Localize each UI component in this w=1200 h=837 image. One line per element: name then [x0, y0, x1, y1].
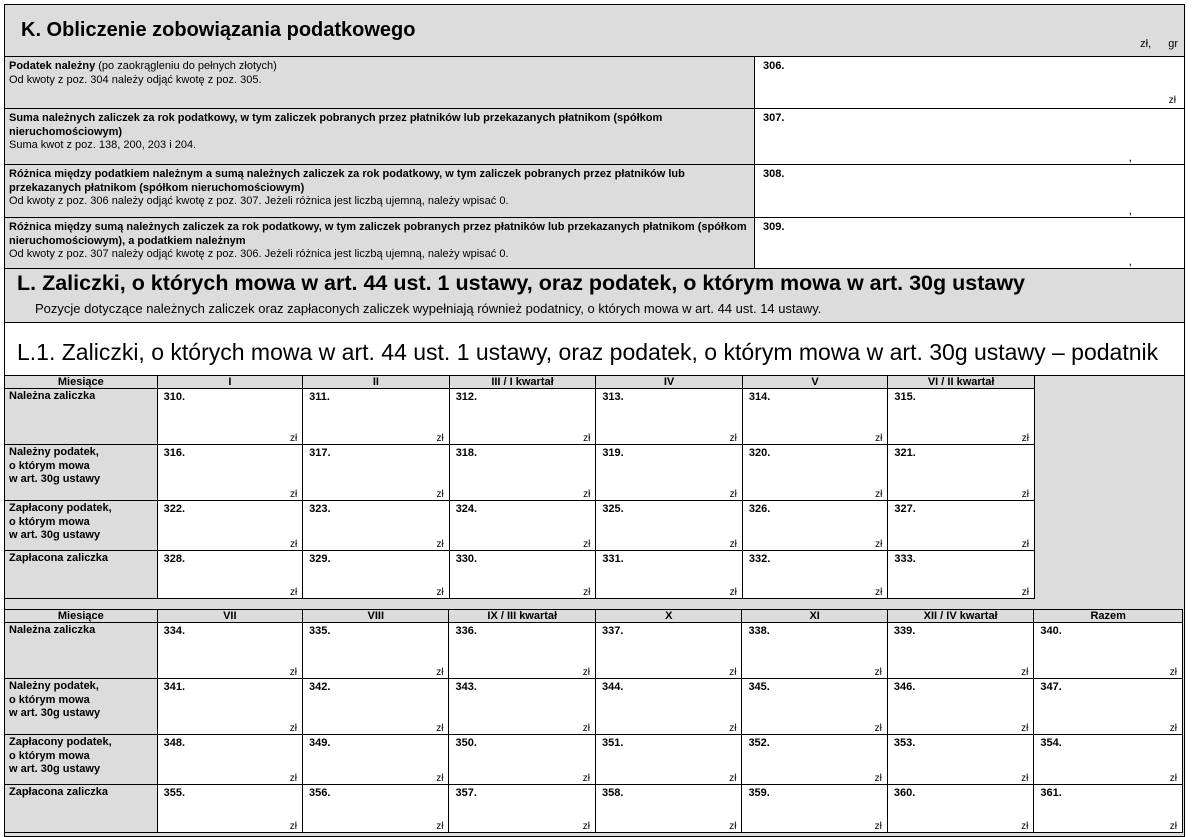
field-number: 349. — [309, 737, 331, 749]
currency-unit: zł — [729, 821, 737, 832]
field-number: 352. — [748, 737, 770, 749]
currency-unit: zł — [289, 539, 298, 550]
row-308-title: Różnica między podatkiem należnym a sumą należnych zaliczek za rok podatkowy, w tym zaliczek pobranych przez płatników lub przekazanych płatnikom (spółkom nieruchomościowym) — [9, 168, 685, 194]
currency-unit: zł — [582, 821, 591, 832]
field-307-number: 307. — [763, 112, 785, 124]
field-307-separator: , — [1128, 150, 1132, 164]
month-header: IV — [596, 376, 743, 389]
section-l-subtitle: Pozycje dotyczące należnych zaliczek oraz zapłaconych zaliczek wypełniają również podatnicy, o których mowa w art. 44 ust. 14 ustawy. — [35, 301, 822, 316]
amount-field[interactable] — [888, 389, 1035, 445]
field-number: 360. — [893, 787, 916, 799]
amount-field[interactable] — [742, 735, 887, 785]
row-309-description — [5, 218, 754, 268]
amount-field[interactable] — [449, 785, 596, 833]
currency-unit: zł — [289, 433, 298, 444]
amount-field[interactable] — [449, 551, 596, 599]
row-label-line: Zapłacony podatek, — [9, 502, 112, 514]
row-label — [5, 735, 158, 785]
currency-unit: zł — [1021, 433, 1029, 444]
amount-field[interactable] — [449, 735, 596, 785]
table-row — [5, 501, 1184, 551]
month-header: XII / IV kwartał — [887, 610, 1034, 623]
field-number: 321. — [894, 447, 916, 459]
amount-field[interactable] — [742, 623, 887, 679]
currency-unit: zł — [1021, 821, 1029, 832]
currency-unit: zł — [583, 433, 591, 444]
amount-field[interactable] — [449, 389, 596, 445]
month-header: Razem — [1034, 610, 1183, 623]
months-header: Miesiące — [5, 610, 158, 623]
field-309[interactable] — [754, 218, 1184, 268]
field-307[interactable] — [754, 109, 1184, 164]
field-number: 336. — [455, 625, 477, 637]
field-number: 325. — [602, 503, 624, 515]
field-number: 348. — [163, 737, 186, 749]
field-309-separator: , — [1128, 254, 1132, 268]
row-label — [5, 785, 158, 833]
currency-unit: zł — [729, 433, 737, 444]
amount-field[interactable] — [303, 785, 449, 833]
amount-field[interactable] — [596, 623, 742, 679]
currency-unit: zł — [436, 821, 444, 832]
amount-field[interactable] — [449, 623, 596, 679]
row-307-description — [5, 109, 754, 164]
field-number: 331. — [602, 553, 624, 565]
currency-unit: zł — [729, 723, 737, 734]
currency-unit: zł — [874, 723, 882, 734]
amount-field[interactable] — [887, 679, 1034, 735]
row-label-line: w art. 30g ustawy — [9, 763, 101, 775]
row-306-description — [5, 57, 754, 108]
amount-field[interactable] — [1034, 735, 1183, 785]
field-306[interactable] — [754, 57, 1184, 108]
amount-field[interactable] — [303, 623, 449, 679]
amount-field[interactable] — [157, 445, 303, 501]
field-number: 327. — [894, 503, 916, 515]
amount-field[interactable] — [157, 785, 302, 833]
currency-unit: zł — [729, 489, 737, 500]
amount-field[interactable] — [888, 501, 1035, 551]
month-header: I — [157, 376, 303, 389]
month-header: III / I kwartał — [449, 376, 596, 389]
amount-field[interactable] — [449, 445, 596, 501]
field-number: 333. — [894, 553, 916, 565]
field-number: 344. — [602, 681, 624, 693]
field-number: 342. — [309, 681, 331, 693]
currency-unit: zł — [583, 539, 591, 550]
row-307-title: Suma należnych zaliczek za rok podatkowy, w tym zaliczek pobranych przez płatników lub przekazanych płatnikom (spółkom nieruchomościowym) — [9, 112, 663, 138]
field-number: 334. — [163, 625, 186, 637]
currency-unit: zł — [1021, 489, 1029, 500]
month-header: IX / III kwartał — [449, 610, 596, 623]
field-number: 332. — [748, 553, 771, 565]
row-309-desc: Od kwoty z poz. 307 należy odjąć kwotę z poz. 306. Jeżeli różnica jest liczbą ujemną, należy wpisać 0. — [9, 248, 509, 260]
table-header-row — [5, 610, 1183, 623]
amount-field[interactable] — [157, 623, 302, 679]
currency-unit: zł — [729, 773, 737, 784]
currency-unit: zł — [1021, 773, 1029, 784]
field-number: 354. — [1040, 737, 1062, 749]
field-number: 357. — [455, 787, 477, 799]
field-number: 313. — [602, 391, 624, 403]
currency-unit: zł — [289, 587, 298, 598]
currency-unit: zł — [1169, 773, 1177, 784]
amount-field[interactable] — [1034, 623, 1183, 679]
amount-field[interactable] — [157, 551, 303, 599]
currency-unit: zł — [436, 587, 444, 598]
amount-field[interactable] — [742, 551, 888, 599]
currency-unit: zł — [289, 723, 298, 734]
amount-field[interactable] — [449, 501, 596, 551]
row-label-line: Należny podatek, — [9, 680, 99, 692]
currency-unit: zł — [1021, 539, 1029, 550]
month-header: VII — [157, 610, 302, 623]
field-number: 351. — [602, 737, 624, 749]
amount-field[interactable] — [303, 551, 450, 599]
field-number: 343. — [455, 681, 477, 693]
blank-cell — [1034, 445, 1183, 501]
section-l-title: L. Zaliczki, o których mowa w art. 44 ust. 1 ustawy, oraz podatek, o którym mowa w art. 30g ustawy — [17, 271, 1026, 295]
amount-field[interactable] — [596, 445, 743, 501]
row-306 — [5, 57, 1184, 109]
field-number: 319. — [602, 447, 624, 459]
amount-field[interactable] — [303, 389, 450, 445]
table-row — [5, 445, 1184, 501]
currency-unit: zł — [1021, 587, 1029, 598]
amount-field[interactable] — [303, 445, 450, 501]
blank-header — [1034, 376, 1183, 389]
currency-unit: zł — [874, 821, 882, 832]
field-number: 339. — [893, 625, 916, 637]
field-number: 346. — [893, 681, 916, 693]
amount-field[interactable] — [596, 785, 742, 833]
table-row — [5, 389, 1184, 445]
amount-field[interactable] — [596, 735, 742, 785]
amount-field[interactable] — [596, 501, 743, 551]
row-308 — [5, 165, 1184, 218]
currency-unit: zł — [729, 539, 737, 550]
field-number: 345. — [748, 681, 770, 693]
row-306-title: Podatek należny — [9, 60, 96, 72]
row-label-line: w art. 30g ustawy — [9, 529, 101, 541]
row-309-title: Różnica między sumą należnych zaliczek za rok podatkowy, w tym zaliczek pobranych przez płatników lub przekazanych płatnikom (spółkom nieruchomościowym), a podatkiem należnym — [9, 221, 747, 247]
amount-field[interactable] — [887, 785, 1034, 833]
field-number: 353. — [893, 737, 916, 749]
currency-unit: zł — [583, 489, 591, 500]
currency-unit: zł — [289, 667, 298, 678]
currency-unit: zł — [436, 773, 444, 784]
field-308-number: 308. — [763, 168, 785, 180]
row-306-note: (po zaokrągleniu do pełnych złotych) — [95, 60, 277, 72]
field-number: 326. — [748, 503, 771, 515]
amount-field[interactable] — [887, 735, 1034, 785]
amount-field[interactable] — [888, 445, 1035, 501]
blank-cell — [1034, 389, 1183, 445]
currency-unit: zł — [875, 539, 883, 550]
field-number: 355. — [163, 787, 186, 799]
amount-field[interactable] — [449, 679, 596, 735]
row-label-line: w art. 30g ustawy — [9, 707, 101, 719]
field-number: 341. — [163, 681, 186, 693]
field-number: 318. — [455, 447, 478, 459]
row-307-desc: Suma kwot z poz. 138, 200, 203 i 204. — [9, 139, 197, 151]
table-row — [5, 623, 1183, 679]
amount-field[interactable] — [157, 501, 303, 551]
field-number: 310. — [163, 391, 186, 403]
currency-unit: zł — [729, 667, 737, 678]
row-307 — [5, 109, 1184, 165]
row-label — [5, 623, 158, 679]
field-number: 317. — [309, 447, 331, 459]
amount-field[interactable] — [888, 551, 1035, 599]
month-header: XI — [742, 610, 887, 623]
row-label — [5, 445, 158, 501]
field-number: 337. — [602, 625, 624, 637]
field-number: 358. — [602, 787, 624, 799]
tax-form-page — [4, 4, 1185, 837]
amount-field[interactable] — [742, 389, 888, 445]
section-l1-title: L.1. Zaliczki, o których mowa w art. 44 ust. 1 ustawy, oraz podatek, o którym mowa w art. 30g ustawy – podatnik — [17, 339, 1159, 365]
table-row — [5, 679, 1183, 735]
currency-unit: zł — [436, 539, 444, 550]
field-number: 322. — [163, 503, 186, 515]
field-306-number: 306. — [763, 60, 785, 72]
row-308-desc: Od kwoty z poz. 306 należy odjąć kwotę z poz. 307. Jeżeli różnica jest liczbą ujemną, należy wpisać 0. — [9, 195, 509, 207]
currency-unit: zł — [875, 433, 883, 444]
amount-field[interactable] — [303, 501, 450, 551]
currency-unit: zł — [436, 723, 444, 734]
currency-unit: zł — [289, 489, 298, 500]
amount-field[interactable] — [596, 551, 743, 599]
currency-unit: zł — [1169, 723, 1177, 734]
row-label — [5, 501, 158, 551]
amount-field[interactable] — [596, 679, 742, 735]
field-number: 335. — [309, 625, 331, 637]
row-306-desc: Od kwoty z poz. 304 należy odjąć kwotę z poz. 305. — [9, 73, 262, 86]
amount-field[interactable] — [742, 679, 887, 735]
field-number: 315. — [894, 391, 916, 403]
currency-unit: zł — [582, 723, 591, 734]
row-309 — [5, 218, 1184, 269]
currency-unit: zł — [436, 489, 444, 500]
row-label-line: o którym mowa — [9, 693, 90, 706]
row-label-line: Zapłacona zaliczka — [9, 786, 109, 798]
row-label — [5, 551, 158, 599]
row-label-line: o którym mowa — [9, 749, 90, 762]
row-label — [5, 679, 158, 735]
amount-field[interactable] — [742, 445, 888, 501]
amount-field[interactable] — [157, 389, 303, 445]
field-number: 340. — [1040, 625, 1062, 637]
field-number: 338. — [748, 625, 770, 637]
section-k-units: zł, gr — [1140, 38, 1178, 50]
amount-field[interactable] — [303, 735, 449, 785]
amount-field[interactable] — [1034, 785, 1183, 833]
row-308-description — [5, 165, 754, 217]
currency-unit: zł — [1169, 667, 1177, 678]
currency-unit: zł — [874, 667, 882, 678]
field-306-unit: zł — [1168, 95, 1176, 106]
table-header-row — [5, 376, 1184, 389]
amount-field[interactable] — [742, 785, 887, 833]
blank-cell — [1034, 501, 1183, 551]
row-label-line: Należna zaliczka — [9, 390, 96, 402]
row-label — [5, 389, 158, 445]
currency-unit: zł — [1021, 723, 1029, 734]
field-number: 328. — [163, 553, 186, 565]
row-label-line: Zapłacona zaliczka — [9, 552, 109, 564]
month-header: VIII — [303, 610, 449, 623]
field-number: 316. — [163, 447, 186, 459]
blank-cell — [1034, 551, 1183, 599]
amount-field[interactable] — [887, 623, 1034, 679]
months-header: Miesiące — [5, 376, 158, 389]
field-number: 350. — [455, 737, 477, 749]
field-number: 347. — [1040, 681, 1062, 693]
row-label-line: Zapłacony podatek, — [9, 736, 112, 748]
row-label-line: o którym mowa — [9, 459, 90, 472]
amount-field[interactable] — [596, 389, 743, 445]
row-label-line: w art. 30g ustawy — [9, 473, 101, 485]
currency-unit: zł — [875, 587, 883, 598]
currency-unit: zł — [1169, 821, 1177, 832]
currency-unit: zł — [583, 587, 591, 598]
amount-field[interactable] — [157, 679, 302, 735]
table-row — [5, 785, 1183, 833]
amount-field[interactable] — [303, 679, 449, 735]
month-header: II — [303, 376, 450, 389]
table-row — [5, 735, 1183, 785]
section-k-header — [5, 5, 1184, 57]
currency-unit: zł — [436, 433, 444, 444]
field-number: 359. — [748, 787, 770, 799]
field-number: 356. — [309, 787, 331, 799]
advances-table-h1 — [4, 375, 1183, 599]
row-label-line: Należna zaliczka — [9, 624, 96, 636]
table-row — [5, 551, 1184, 599]
field-number: 312. — [455, 391, 478, 403]
field-number: 361. — [1040, 787, 1062, 799]
currency-unit: zł — [875, 489, 883, 500]
row-label-line: Należny podatek, — [9, 446, 99, 458]
field-number: 329. — [309, 553, 331, 565]
field-number: 323. — [309, 503, 331, 515]
currency-unit: zł — [729, 587, 737, 598]
field-308-separator: , — [1128, 203, 1132, 217]
advances-table-h2 — [4, 609, 1183, 833]
currency-unit: zł — [289, 821, 298, 832]
field-309-number: 309. — [763, 221, 785, 233]
field-number: 320. — [748, 447, 771, 459]
currency-unit: zł — [1021, 667, 1029, 678]
month-header: VI / II kwartał — [888, 376, 1035, 389]
currency-unit: zł — [582, 667, 591, 678]
section-k-title: K. Obliczenie zobowiązania podatkowego — [21, 19, 416, 41]
currency-unit: zł — [874, 773, 882, 784]
currency-unit: zł — [582, 773, 591, 784]
month-header: X — [596, 610, 742, 623]
currency-unit: zł — [289, 773, 298, 784]
amount-field[interactable] — [157, 735, 302, 785]
field-number: 324. — [455, 503, 478, 515]
field-308[interactable] — [754, 165, 1184, 217]
amount-field[interactable] — [1034, 679, 1183, 735]
amount-field[interactable] — [742, 501, 888, 551]
field-number: 314. — [748, 391, 771, 403]
field-number: 330. — [455, 553, 478, 565]
month-header: V — [742, 376, 888, 389]
currency-unit: zł — [436, 667, 444, 678]
field-number: 311. — [309, 391, 330, 403]
row-label-line: o którym mowa — [9, 515, 90, 528]
